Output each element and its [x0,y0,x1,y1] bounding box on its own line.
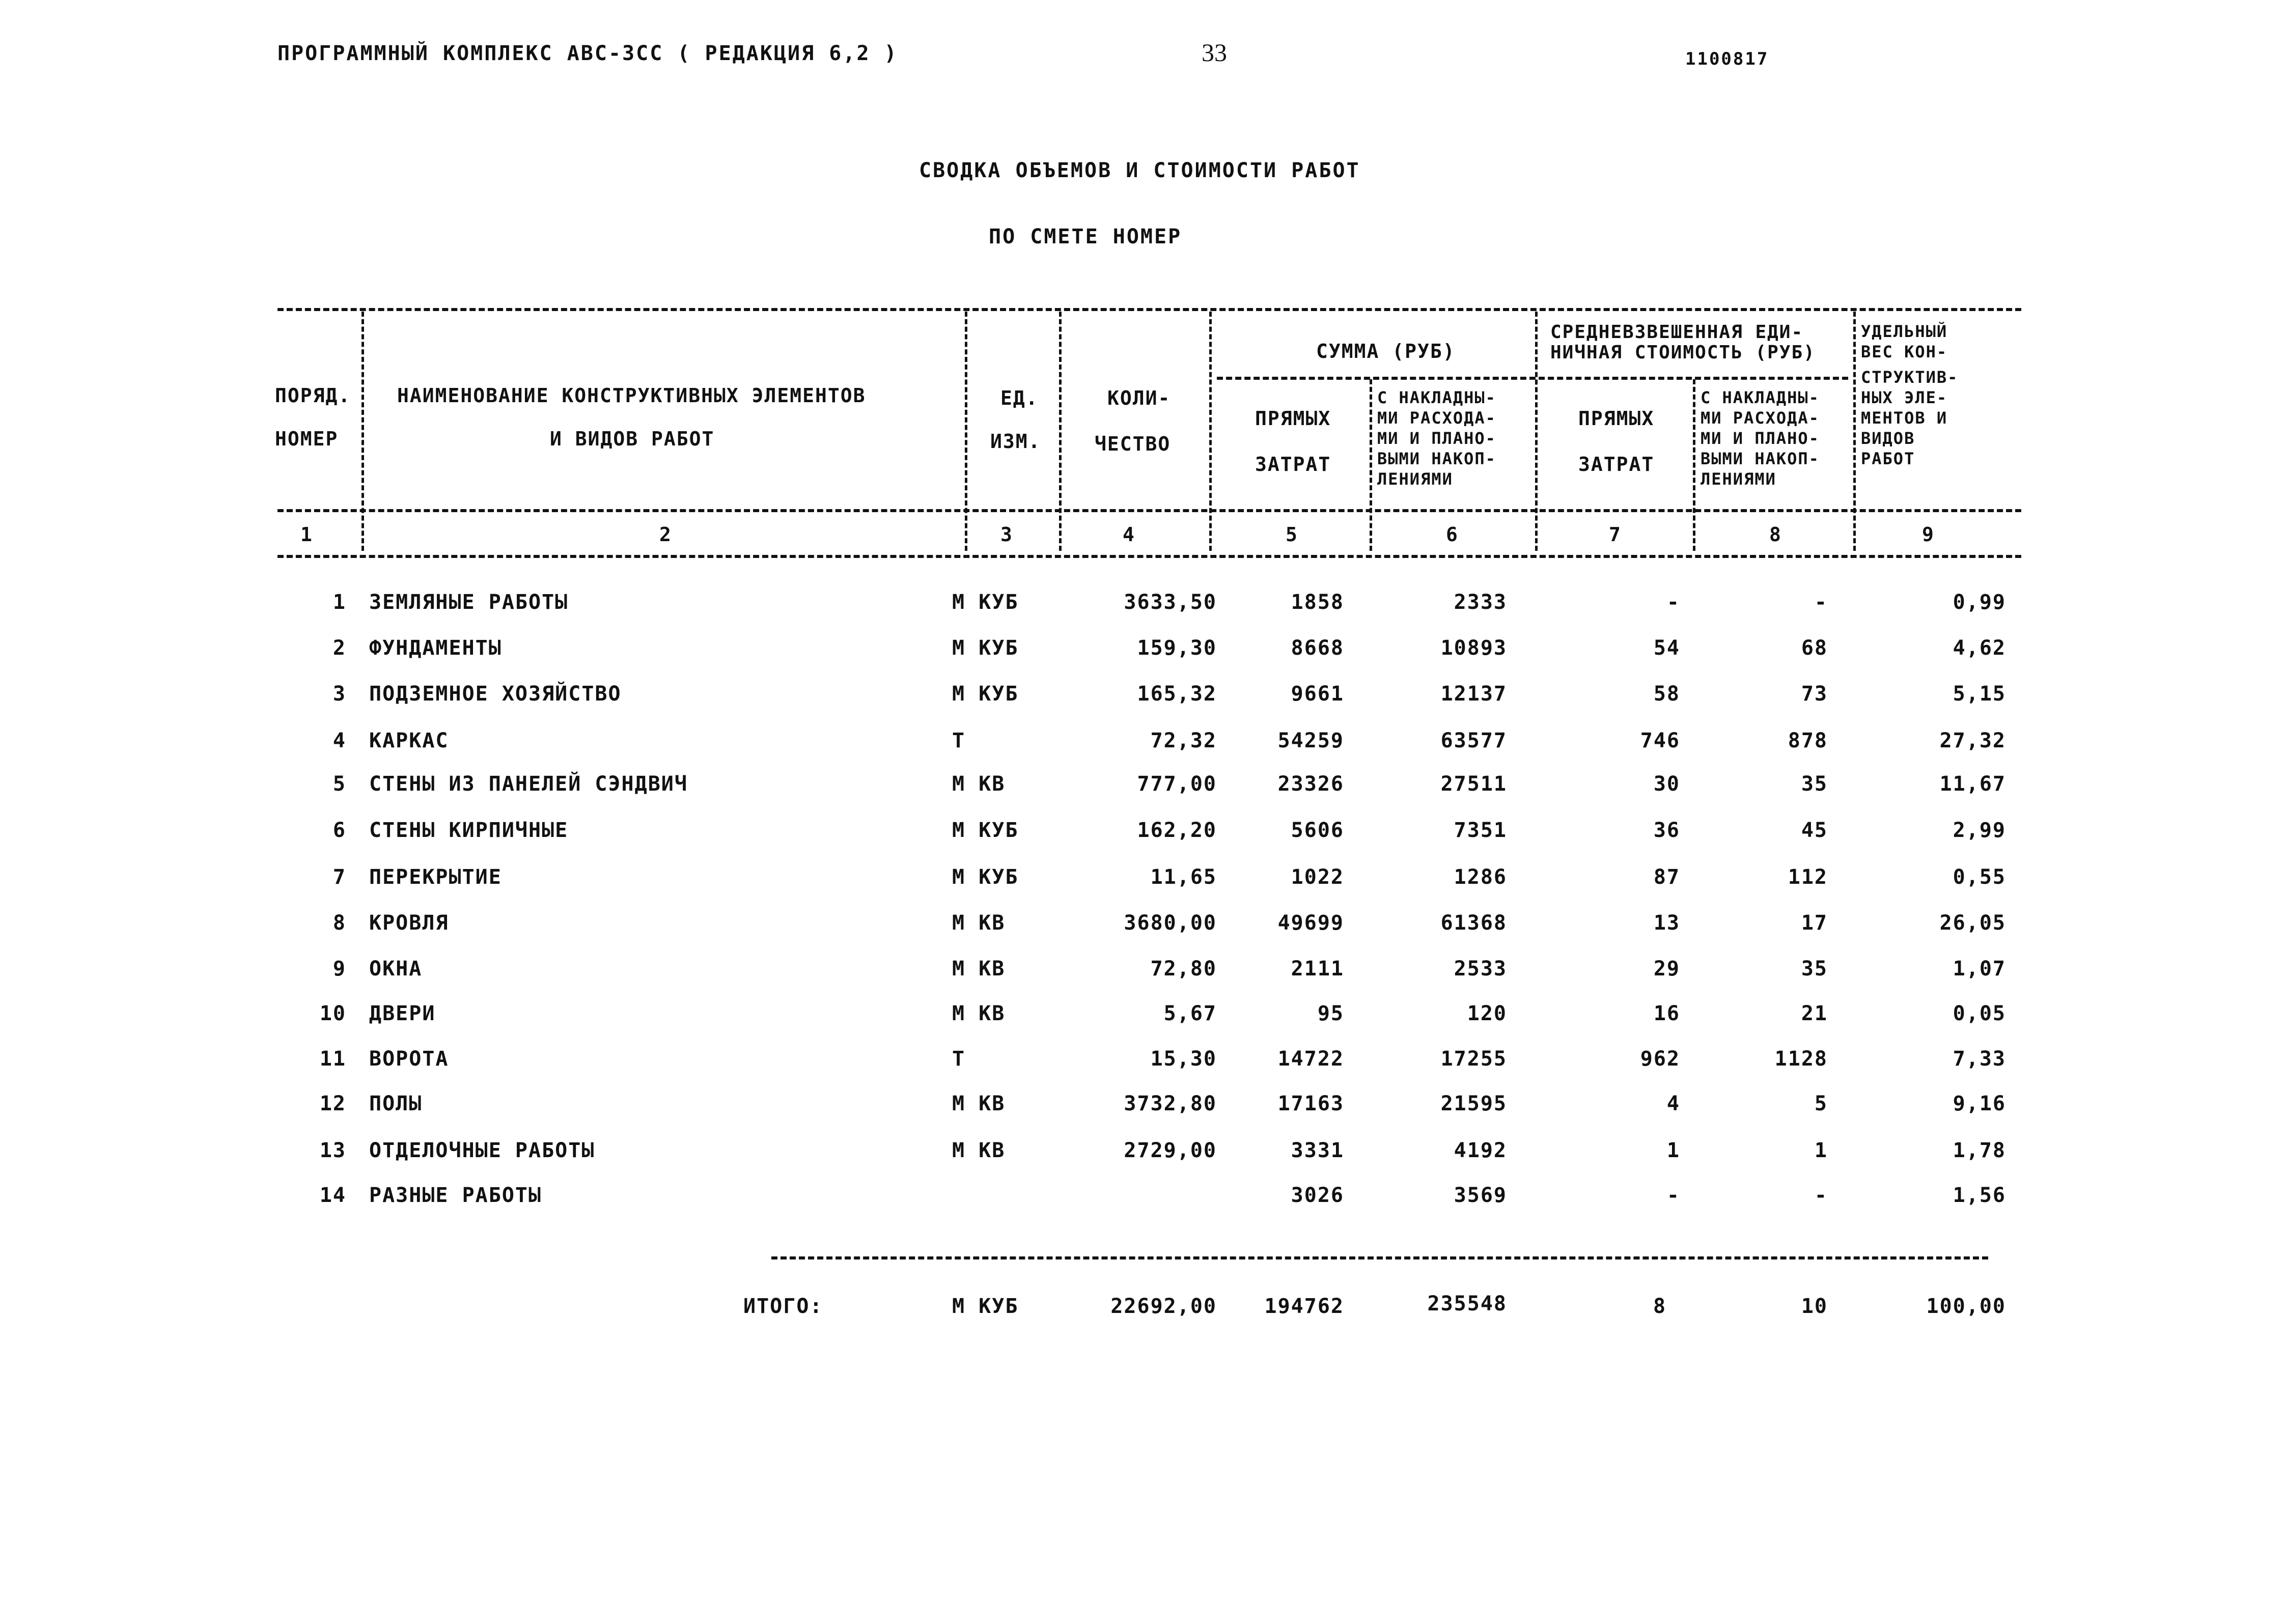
row-unit: М КВ [952,772,1006,796]
row-direct-cost: 49699 [1277,911,1344,935]
row-avg-direct: 29 [1653,957,1680,981]
row-overhead-cost: 7351 [1454,819,1507,842]
row-avg-overhead: 878 [1788,729,1828,752]
row-overhead-cost: 1286 [1454,865,1507,889]
row-unit: М КВ [952,1002,1006,1025]
row-quantity: 5,67 [1163,1002,1217,1025]
row-avg-overhead: 21 [1801,1002,1828,1025]
row-unit: М КУБ [952,819,1019,842]
document-title: СВОДКА ОБЪЕМОВ И СТОИМОСТИ РАБОТ [919,159,1360,182]
group-rule [1217,377,1848,380]
col-divider [1853,312,1856,551]
row-number: 7 [332,865,346,889]
row-number: 11 [319,1047,346,1071]
row-avg-direct: 962 [1640,1047,1680,1071]
col-number-5: 5 [1286,523,1298,546]
row-unit: М КУБ [952,636,1019,660]
row-share: 1,56 [1953,1184,2006,1207]
col8-header-line1: С НАКЛАДНЫ- [1701,388,1820,407]
row-number: 9 [332,957,346,981]
row-name: КРОВЛЯ [369,911,449,935]
row-overhead-cost: 12137 [1440,682,1507,706]
row-quantity: 162,20 [1137,819,1217,842]
col-divider [1059,312,1062,551]
row-avg-direct: - [1666,591,1680,614]
row-number: 14 [319,1184,346,1207]
row-number: 8 [332,911,346,935]
row-overhead-cost: 2333 [1454,591,1507,614]
row-unit: Т [952,1047,966,1071]
col-divider [1209,312,1212,551]
total-avg-direct: 8 [1653,1295,1667,1318]
row-avg-overhead: 35 [1801,957,1828,981]
row-name: ПОЛЫ [369,1092,423,1115]
row-avg-overhead: - [1814,1184,1828,1207]
row-number: 6 [332,819,346,842]
row-quantity: 3680,00 [1124,911,1217,935]
row-avg-direct: - [1666,1184,1680,1207]
row-avg-overhead: 73 [1801,682,1828,706]
col6-header-line1: С НАКЛАДНЫ- [1377,388,1496,407]
col9-header-line7: РАБОТ [1861,449,1915,468]
col6-header-line2: МИ РАСХОДА- [1377,408,1496,428]
col-number-3: 3 [1000,523,1013,546]
row-quantity: 165,32 [1137,682,1217,706]
row-name: ФУНДАМЕНТЫ [369,636,502,660]
row-share: 1,07 [1953,957,2006,981]
row-overhead-cost: 2533 [1454,957,1507,981]
col2-header-line1: НАИМЕНОВАНИЕ КОНСТРУКТИВНЫХ ЭЛЕМЕНТОВ [397,384,866,407]
row-direct-cost: 14722 [1277,1047,1344,1071]
row-number: 2 [332,636,346,660]
row-number: 5 [332,772,346,796]
total-share: 100,00 [1926,1295,2006,1318]
row-direct-cost: 2111 [1291,957,1344,981]
row-name: ЗЕМЛЯНЫЕ РАБОТЫ [369,591,569,614]
col-number-8: 8 [1769,523,1782,546]
document-subtitle: ПО СМЕТЕ НОМЕР [989,225,1182,248]
avg-group-header-line2: НИЧНАЯ СТОИМОСТЬ (РУБ) [1550,342,1816,363]
row-overhead-cost: 21595 [1440,1092,1507,1115]
row-direct-cost: 3331 [1291,1139,1344,1162]
total-unit: М КУБ [952,1295,1019,1318]
row-name: ДВЕРИ [369,1002,436,1025]
row-quantity: 3633,50 [1124,591,1217,614]
row-avg-direct: 746 [1640,729,1680,752]
col1-header-line1: ПОРЯД. [275,384,351,407]
row-avg-overhead: 1128 [1774,1047,1828,1071]
row-overhead-cost: 3569 [1454,1184,1507,1207]
col6-header-line4: ВЫМИ НАКОП- [1377,449,1496,468]
col5-header-line2: ЗАТРАТ [1255,453,1331,475]
row-share: 26,05 [1939,911,2006,935]
row-unit: Т [952,729,966,752]
col9-header-line6: ВИДОВ [1861,429,1915,448]
row-avg-direct: 30 [1653,772,1680,796]
col-number-9: 9 [1922,523,1935,546]
col7-header-line1: ПРЯМЫХ [1578,407,1655,430]
row-name: ОТДЕЛОЧНЫЕ РАБОТЫ [369,1139,595,1162]
total-direct-cost: 194762 [1264,1295,1344,1318]
col2-header-line2: И ВИДОВ РАБОТ [550,428,715,450]
row-avg-direct: 54 [1653,636,1680,660]
row-unit: М КУБ [952,591,1019,614]
row-number: 1 [332,591,346,614]
row-overhead-cost: 17255 [1440,1047,1507,1071]
col-divider [1535,312,1538,551]
row-avg-overhead: 45 [1801,819,1828,842]
program-header: ПРОГРАММНЫЙ КОМПЛЕКС АВС-3СС ( РЕДАКЦИЯ 6,2 ) [277,42,898,65]
row-avg-overhead: 68 [1801,636,1828,660]
row-avg-overhead: 17 [1801,911,1828,935]
total-quantity: 22692,00 [1110,1295,1217,1318]
row-avg-overhead: 35 [1801,772,1828,796]
row-share: 0,55 [1953,865,2006,889]
col4-header-line1: КОЛИ- [1107,387,1171,409]
row-unit: М КВ [952,911,1006,935]
col7-header-line2: ЗАТРАТ [1578,453,1655,475]
row-name: СТЕНЫ КИРПИЧНЫЕ [369,819,569,842]
row-name: ПЕРЕКРЫТИЕ [369,865,502,889]
row-unit: М КВ [952,1092,1006,1115]
row-unit: М КВ [952,957,1006,981]
col9-header-line1: УДЕЛЬНЫЙ [1861,322,1948,341]
row-direct-cost: 17163 [1277,1092,1344,1115]
row-share: 1,78 [1953,1139,2006,1162]
row-quantity: 72,80 [1150,957,1217,981]
col-divider [361,312,364,551]
col-number-2: 2 [659,523,672,546]
row-unit: М КУБ [952,682,1019,706]
row-share: 2,99 [1953,819,2006,842]
row-direct-cost: 23326 [1277,772,1344,796]
col1-header-line2: НОМЕР [275,428,339,450]
row-overhead-cost: 4192 [1454,1139,1507,1162]
row-avg-direct: 58 [1653,682,1680,706]
total-avg-overhead: 10 [1801,1295,1828,1318]
row-direct-cost: 9661 [1291,682,1344,706]
row-avg-direct: 16 [1653,1002,1680,1025]
row-avg-overhead: - [1814,591,1828,614]
row-share: 0,05 [1953,1002,2006,1025]
col-number-6: 6 [1446,523,1459,546]
row-quantity: 15,30 [1150,1047,1217,1071]
row-share: 4,62 [1953,636,2006,660]
row-name: СТЕНЫ ИЗ ПАНЕЛЕЙ СЭНДВИЧ [369,772,688,796]
row-direct-cost: 8668 [1291,636,1344,660]
total-overhead-cost: 235548 [1427,1292,1507,1315]
col8-header-line4: ВЫМИ НАКОП- [1701,449,1820,468]
row-direct-cost: 95 [1317,1002,1344,1025]
table-top-rule [277,308,2021,311]
row-quantity: 11,65 [1150,865,1217,889]
row-direct-cost: 1022 [1291,865,1344,889]
row-number: 10 [319,1002,346,1025]
col-divider [965,312,967,551]
document-code: 1100817 [1685,49,1769,69]
row-quantity: 159,30 [1137,636,1217,660]
col-number-1: 1 [300,523,313,546]
row-share: 27,32 [1939,729,2006,752]
row-avg-overhead: 112 [1788,865,1828,889]
col5-header-line1: ПРЯМЫХ [1255,407,1331,430]
row-number: 13 [319,1139,346,1162]
col9-header-line3: СТРУКТИВ- [1861,368,1959,387]
row-avg-direct: 13 [1653,911,1680,935]
row-name: ВОРОТА [369,1047,449,1071]
col6-header-line5: ЛЕНИЯМИ [1377,469,1453,489]
row-direct-cost: 3026 [1291,1184,1344,1207]
row-unit: М КУБ [952,865,1019,889]
col-divider [1693,379,1695,551]
row-overhead-cost: 63577 [1440,729,1507,752]
col4-header-line2: ЧЕСТВО [1095,433,1171,455]
col-number-4: 4 [1123,523,1135,546]
col3-header-line1: ЕД. [1000,387,1039,409]
sum-group-header: СУММА (РУБ) [1316,340,1456,362]
row-number: 4 [332,729,346,752]
header-bottom-rule [277,509,2021,512]
row-share: 0,99 [1953,591,2006,614]
row-quantity: 2729,00 [1124,1139,1217,1162]
row-number: 12 [319,1092,346,1115]
row-name: РАЗНЫЕ РАБОТЫ [369,1184,542,1207]
avg-group-header-line1: СРЕДНЕВЗВЕШЕННАЯ ЕДИ- [1550,322,1804,343]
row-quantity: 777,00 [1137,772,1217,796]
row-share: 11,67 [1939,772,2006,796]
col3-header-line2: ИЗМ. [990,430,1041,453]
row-quantity: 3732,80 [1124,1092,1217,1115]
col8-header-line3: МИ И ПЛАНО- [1701,429,1820,448]
col-divider [1370,379,1372,551]
row-name: ОКНА [369,957,423,981]
row-avg-overhead: 5 [1814,1092,1828,1115]
row-avg-overhead: 1 [1814,1139,1828,1162]
page-number: 33 [1202,38,1227,67]
numbers-bottom-rule [277,555,2021,558]
col8-header-line2: МИ РАСХОДА- [1701,408,1820,428]
col6-header-line3: МИ И ПЛАНО- [1377,429,1496,448]
row-name: ПОДЗЕМНОЕ ХОЗЯЙСТВО [369,682,622,706]
row-overhead-cost: 120 [1467,1002,1507,1025]
row-direct-cost: 5606 [1291,819,1344,842]
total-label: ИТОГО: [743,1295,823,1318]
row-quantity: 72,32 [1150,729,1217,752]
row-avg-direct: 87 [1653,865,1680,889]
row-avg-direct: 1 [1666,1139,1680,1162]
row-name: КАРКАС [369,729,449,752]
col-number-7: 7 [1609,523,1622,546]
col9-header-line4: НЫХ ЭЛЕ- [1861,388,1948,407]
row-avg-direct: 36 [1653,819,1680,842]
row-unit: М КВ [952,1139,1006,1162]
row-direct-cost: 54259 [1277,729,1344,752]
row-direct-cost: 1858 [1291,591,1344,614]
row-overhead-cost: 27511 [1440,772,1507,796]
row-share: 7,33 [1953,1047,2006,1071]
row-overhead-cost: 61368 [1440,911,1507,935]
row-overhead-cost: 10893 [1440,636,1507,660]
col9-header-line2: ВЕС КОН- [1861,342,1948,361]
col8-header-line5: ЛЕНИЯМИ [1701,469,1776,489]
col9-header-line5: МЕНТОВ И [1861,408,1948,428]
row-avg-direct: 4 [1666,1092,1680,1115]
total-rule [771,1256,1988,1259]
row-share: 5,15 [1953,682,2006,706]
row-share: 9,16 [1953,1092,2006,1115]
row-number: 3 [332,682,346,706]
